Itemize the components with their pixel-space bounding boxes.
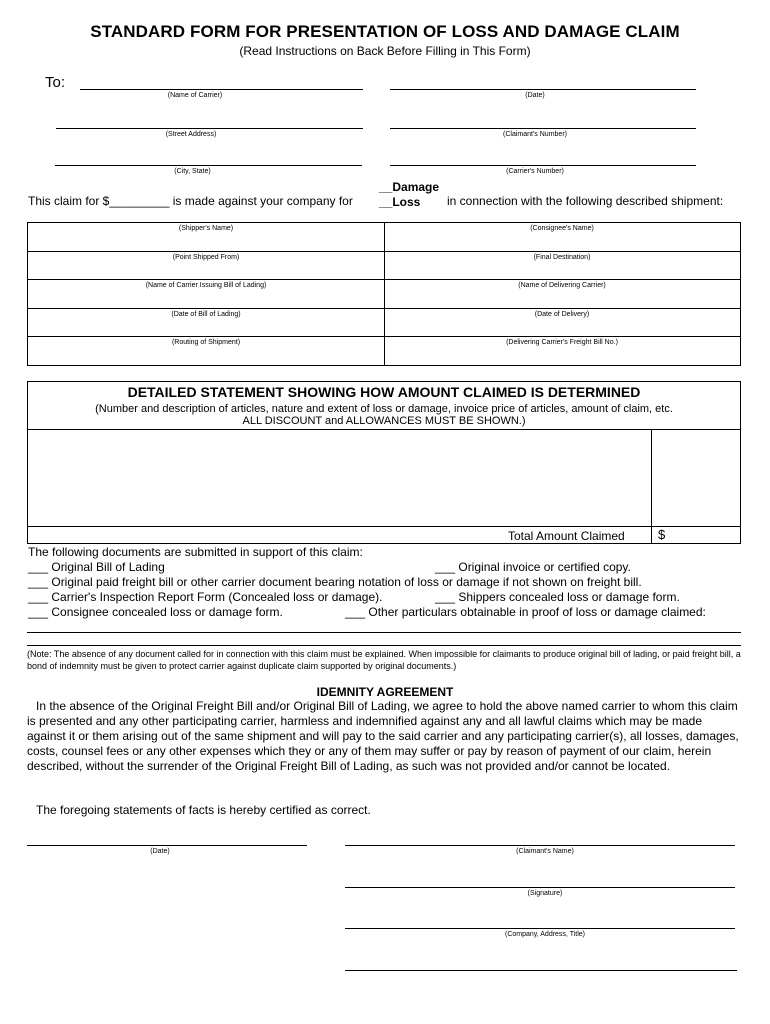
instructions-line-1: (Number and description of articles, nature and extent of loss or damage, invoice price of articles, amount of claim, etc. bbox=[95, 403, 673, 415]
claim-shipment-text: in connection with the following described shipment: bbox=[447, 194, 724, 208]
signature-field[interactable] bbox=[345, 887, 735, 888]
other-particulars-line-2[interactable] bbox=[27, 645, 741, 646]
claimant-number-field[interactable] bbox=[390, 128, 696, 129]
doc-checkbox-bill-of-lading[interactable]: ___ Original Bill of Lading bbox=[28, 560, 165, 574]
doc-checkbox-other-particulars[interactable]: ___ Other particulars obtainable in proof of loss or damage claimed: bbox=[345, 605, 706, 619]
signature-caption: (Signature) bbox=[527, 890, 563, 897]
carrier-number-caption: (Carrier's Number) bbox=[506, 168, 564, 175]
issuing-carrier-cell[interactable]: (Name of Carrier Issuing Bill of Lading) bbox=[145, 282, 267, 289]
divider bbox=[28, 526, 740, 527]
detailed-statement-title: DETAILED STATEMENT SHOWING HOW AMOUNT CLAIMED IS DETERMINED bbox=[127, 384, 641, 400]
extra-signature-line[interactable] bbox=[345, 970, 737, 971]
doc-checkbox-consignee-concealed[interactable]: ___ Consignee concealed loss or damage form. bbox=[28, 605, 283, 619]
detailed-statement-box bbox=[27, 381, 741, 544]
routing-cell[interactable]: (Routing of Shipment) bbox=[171, 339, 241, 346]
grid-row bbox=[28, 252, 740, 280]
indemnity-paragraph: In the absence of the Original Freight Bill and/or Original Bill of Lading, we agree to hold the above named carrier to whom this claim is presented and any other participating carrier, harmless and indemnified against any and all lawful claims which may be made against it or them arising out of the same shipment and will pay to the said carrier and any participating carrier(s), all losses, damages, costs, counsel fees or any other expenses which they or any of them may suffer or pay by reason of payment of our claim, herein described, without the surrender of the Original Freight Bill of Lading, as such was not provided and/or cannot be located. bbox=[27, 699, 739, 773]
total-amount-field[interactable]: $ bbox=[658, 527, 666, 542]
consignee-name-cell[interactable]: (Consignee's Name) bbox=[530, 225, 594, 232]
company-caption: (Company, Address, Title) bbox=[504, 931, 585, 938]
delivering-carrier-cell[interactable]: (Name of Delivering Carrier) bbox=[518, 282, 606, 289]
date-caption: (Date) bbox=[525, 92, 545, 99]
claimant-number-caption: (Claimant's Number) bbox=[503, 131, 567, 138]
grid-row bbox=[28, 280, 740, 309]
point-shipped-from-cell[interactable]: (Point Shipped From) bbox=[172, 254, 240, 261]
note-text: (Note: The absence of any document called for in connection with this claim must be explained. When impossible for claimants to produce original bill of lading, or paid freight bill, a bond of indemnity must be given to protect carrier against duplicate claim supported by original documents.) bbox=[27, 649, 741, 671]
detailed-statement-instructions bbox=[28, 403, 740, 427]
total-amount-label: Total Amount Claimed bbox=[508, 529, 625, 543]
final-destination-cell[interactable]: (Final Destination) bbox=[533, 254, 591, 261]
damage-option[interactable]: __Damage bbox=[379, 180, 440, 194]
claim-amount-text: This claim for $_________ is made against your company for bbox=[28, 194, 353, 208]
date-signature-field[interactable] bbox=[27, 845, 307, 846]
indemnity-body bbox=[27, 699, 743, 774]
carrier-number-field[interactable] bbox=[390, 165, 696, 166]
shipper-name-cell[interactable]: (Shipper's Name) bbox=[178, 225, 234, 232]
loss-option[interactable]: __Loss bbox=[379, 195, 421, 209]
doc-checkbox-inspection-report[interactable]: ___ Carrier's Inspection Report Form (Concealed loss or damage). bbox=[28, 590, 383, 604]
freight-bill-no-cell[interactable]: (Delivering Carrier's Freight Bill No.) bbox=[506, 339, 618, 346]
certification-text: The foregoing statements of facts is hereby certified as correct. bbox=[36, 803, 371, 817]
claimant-name-caption: (Claimant's Name) bbox=[516, 848, 574, 855]
grid-row bbox=[28, 337, 740, 365]
form-title: STANDARD FORM FOR PRESENTATION OF LOSS AND DAMAGE CLAIM bbox=[90, 22, 680, 41]
claimant-name-field[interactable] bbox=[345, 845, 735, 846]
company-field[interactable] bbox=[345, 928, 735, 929]
doc-checkbox-original-invoice[interactable]: ___ Original invoice or certified copy. bbox=[435, 560, 631, 574]
other-particulars-line-1[interactable] bbox=[27, 632, 741, 633]
doc-checkbox-paid-freight-bill[interactable]: ___ Original paid freight bill or other carrier document bearing notation of loss or damage if not shown on freight bill. bbox=[28, 575, 642, 589]
form-subtitle: (Read Instructions on Back Before Filling in This Form) bbox=[239, 44, 531, 58]
doc-checkbox-shippers-concealed[interactable]: ___ Shippers concealed loss or damage form. bbox=[435, 590, 680, 604]
city-state-caption: (City, State) bbox=[174, 168, 211, 175]
date-field[interactable] bbox=[390, 89, 696, 90]
street-address-caption: (Street Address) bbox=[165, 131, 217, 138]
grid-row bbox=[28, 223, 740, 252]
shipment-grid bbox=[27, 222, 741, 366]
grid-row bbox=[28, 309, 740, 337]
street-address-field[interactable] bbox=[56, 128, 363, 129]
delivery-date-cell[interactable]: (Date of Delivery) bbox=[534, 311, 590, 318]
indemnity-title: IDEMNITY AGREEMENT bbox=[316, 685, 454, 699]
bill-of-lading-date-cell[interactable]: (Date of Bill of Lading) bbox=[171, 311, 241, 318]
date-signature-caption: (Date) bbox=[150, 848, 170, 855]
to-label: To: bbox=[45, 74, 66, 91]
carrier-name-caption: (Name of Carrier) bbox=[167, 92, 223, 99]
documents-intro: The following documents are submitted in support of this claim: bbox=[28, 545, 363, 559]
carrier-name-field[interactable] bbox=[80, 89, 363, 90]
city-state-field[interactable] bbox=[55, 165, 362, 166]
divider bbox=[28, 429, 740, 430]
instructions-line-2: ALL DISCOUNT and ALLOWANCES MUST BE SHOWN.) bbox=[242, 415, 526, 427]
